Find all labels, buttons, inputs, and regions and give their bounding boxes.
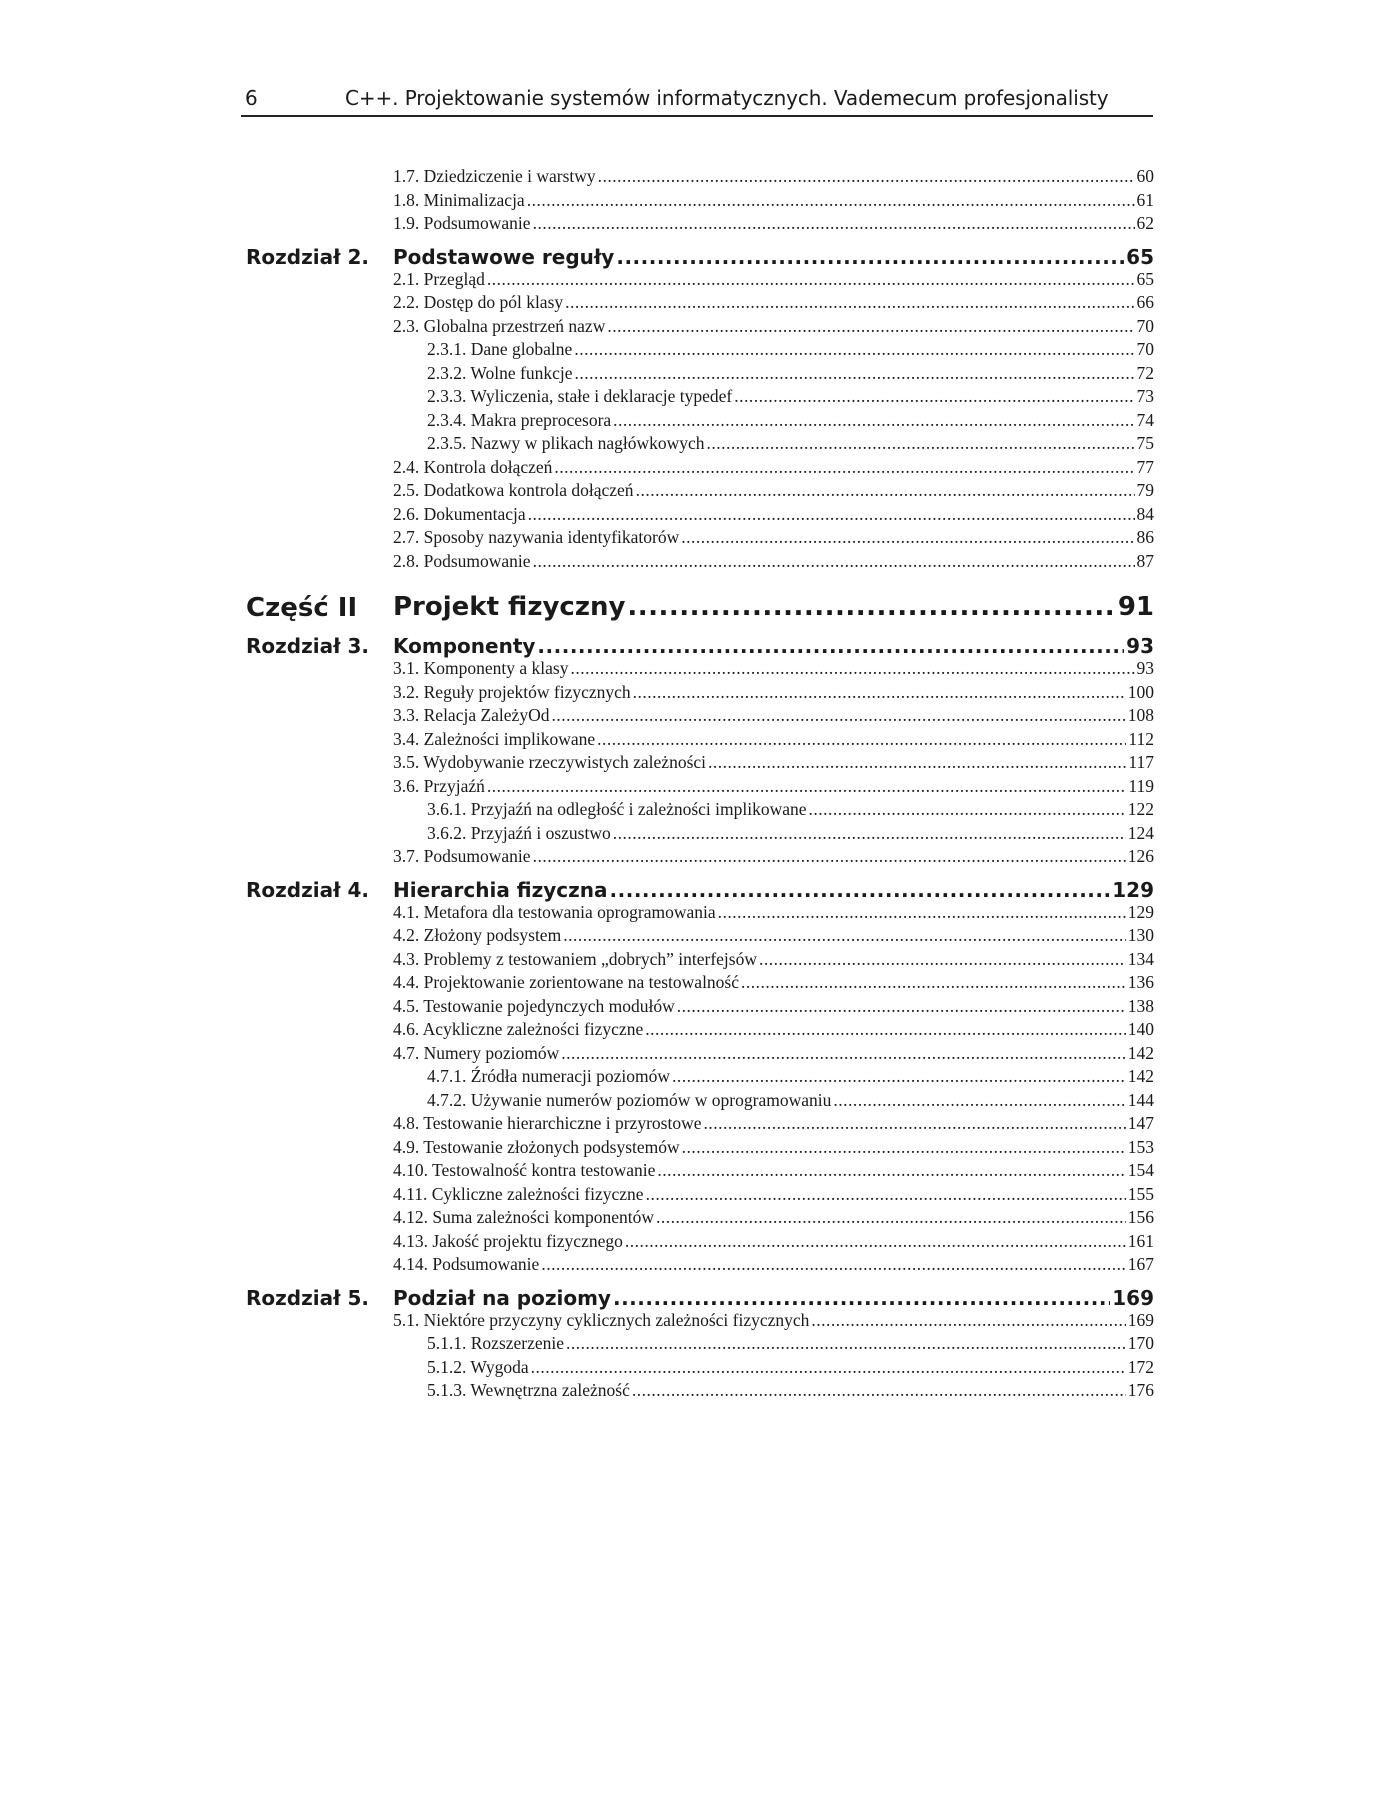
book-title: C++. Projektowanie systemów informatycznych. Vademecum profesjonalisty: [345, 86, 1109, 110]
toc-subsection-entry: [246, 1090, 1154, 1114]
entry-title: 4.6. Acykliczne zależności fizyczne: [393, 1019, 644, 1039]
entry-title: 4.8. Testowanie hierarchiczne i przyrostowe: [393, 1113, 702, 1133]
entry-title: 2.3. Globalna przestrzeń nazw: [393, 315, 606, 336]
entry-title: 1.9. Podsumowanie: [393, 213, 531, 233]
entry-title: 4.9. Testowanie złożonych podsystemów: [393, 1136, 680, 1157]
entry-title: Projekt fizyczny: [393, 592, 626, 622]
toc-subsection-entry: [246, 1333, 1154, 1357]
toc-section-entry: [246, 551, 1154, 575]
dot-leader: [708, 752, 1126, 773]
entry-title: 5.1. Niektóre przyczyny cyklicznych zależności fizycznych: [393, 1309, 810, 1330]
toc-part-entry: [246, 592, 1154, 626]
dot-leader: [554, 457, 1134, 478]
toc-line: [427, 1090, 1154, 1111]
toc-section-entry: [246, 949, 1154, 973]
entry-title: 4.14. Podsumowanie: [393, 1254, 540, 1274]
entry-title: 4.11. Cykliczne zależności fizyczne: [393, 1183, 644, 1204]
toc-subsection-entry: [246, 433, 1154, 457]
toc-section-entry: [246, 996, 1154, 1020]
dot-leader: [632, 1380, 1126, 1401]
dot-leader: [613, 823, 1126, 844]
entry-page-number: 169: [1112, 1285, 1154, 1310]
dot-leader: [487, 269, 1135, 290]
dot-leader: [551, 705, 1125, 726]
toc-chapter-entry: [246, 245, 1154, 269]
dot-leader: [527, 190, 1135, 211]
toc-subsection-entry: [246, 386, 1154, 410]
dot-leader: [607, 316, 1134, 337]
toc-section-entry: [246, 213, 1154, 237]
toc-section-entry: [246, 1160, 1154, 1184]
dot-leader: [598, 166, 1135, 187]
toc-section-entry: [246, 1254, 1154, 1278]
dot-leader: [563, 925, 1126, 946]
entry-title: 4.13. Jakość projektu fizycznego: [393, 1230, 623, 1251]
toc-section-entry: [246, 729, 1154, 753]
toc-line: [393, 551, 1154, 572]
entry-page-number: 122: [1127, 799, 1154, 819]
chapter-label: Rozdział 3.: [246, 634, 369, 658]
dot-leader: [677, 996, 1126, 1017]
toc-line: [427, 1066, 1154, 1087]
dot-leader: [759, 949, 1126, 970]
dot-leader: [528, 504, 1135, 525]
entry-page-number: 117: [1128, 752, 1154, 772]
toc-line: [393, 1286, 1154, 1310]
entry-page-number: 170: [1127, 1333, 1154, 1353]
entry-page-number: 86: [1136, 527, 1154, 547]
dot-leader: [645, 1019, 1126, 1040]
toc-line: [393, 1043, 1154, 1064]
toc-section-entry: [246, 776, 1154, 800]
toc-line: [393, 504, 1154, 525]
entry-page-number: 72: [1136, 362, 1154, 383]
toc-line: [393, 190, 1154, 211]
entry-page-number: 65: [1126, 244, 1154, 269]
entry-page-number: 77: [1136, 456, 1154, 477]
entry-title: 3.7. Podsumowanie: [393, 846, 531, 866]
toc-section-entry: [246, 1231, 1154, 1255]
dot-leader: [533, 213, 1135, 234]
toc-line: [393, 705, 1154, 726]
toc-line: [393, 1231, 1154, 1252]
toc-line: [393, 166, 1154, 187]
dot-leader: [809, 799, 1126, 820]
entry-title: 3.6.1. Przyjaźń na odległość i zależności implikowane: [427, 799, 807, 819]
toc-section-entry: [246, 902, 1154, 926]
toc-line: [393, 1137, 1154, 1158]
entry-title: 3.6.2. Przyjaźń i oszustwo: [427, 822, 611, 843]
toc-section-entry: [246, 1113, 1154, 1137]
entry-title: 2.3.4. Makra preprocesora: [427, 409, 612, 430]
toc-line: [393, 846, 1154, 867]
entry-page-number: 167: [1127, 1254, 1154, 1274]
dot-leader: [633, 682, 1126, 703]
chapter-label: Rozdział 5.: [246, 1285, 369, 1310]
entry-page-number: 91: [1117, 592, 1154, 622]
dot-leader: [656, 1207, 1126, 1228]
toc-section-entry: [246, 166, 1154, 190]
entry-page-number: 142: [1127, 1066, 1154, 1086]
entry-page-number: 136: [1127, 972, 1154, 992]
toc-line: [427, 799, 1154, 820]
toc-section-entry: [246, 527, 1154, 551]
entry-page-number: 87: [1136, 550, 1154, 571]
toc-line: [393, 878, 1154, 902]
entry-page-number: 153: [1127, 1136, 1154, 1157]
entry-title: 4.7.1. Źródła numeracji poziomów: [427, 1066, 670, 1086]
entry-title: 3.4. Zależności implikowane: [393, 728, 596, 749]
dot-leader: [811, 1310, 1125, 1331]
toc-section-entry: [246, 682, 1154, 706]
toc-section-entry: [246, 705, 1154, 729]
entry-title: 4.7. Numery poziomów: [393, 1042, 560, 1063]
entry-title: Podział na poziomy: [393, 1285, 611, 1310]
toc-line: [393, 776, 1154, 797]
chapter-label: Rozdział 2.: [246, 244, 369, 269]
toc-section-entry: [246, 504, 1154, 528]
entry-page-number: 100: [1127, 681, 1154, 702]
toc-section-entry: [246, 1184, 1154, 1208]
toc-line: [393, 925, 1154, 946]
toc-subsection-entry: [246, 823, 1154, 847]
toc-subsection-entry: [246, 1066, 1154, 1090]
page-number: 6: [245, 86, 258, 110]
toc-line: [427, 1333, 1154, 1354]
toc-section-entry: [246, 457, 1154, 481]
entry-title: 3.1. Komponenty a klasy: [393, 658, 569, 678]
entry-page-number: 126: [1127, 846, 1154, 866]
toc-section-entry: [246, 972, 1154, 996]
dot-leader: [533, 846, 1126, 867]
entry-title: 4.7.2. Używanie numerów poziomów w oprogramowaniu: [427, 1089, 832, 1110]
entry-page-number: 142: [1127, 1042, 1154, 1063]
dot-leader: [561, 1043, 1126, 1064]
dot-leader: [597, 729, 1126, 750]
dot-leader: [646, 1184, 1126, 1205]
entry-page-number: 70: [1136, 315, 1154, 336]
toc-section-entry: [246, 480, 1154, 504]
entry-page-number: 75: [1136, 433, 1154, 453]
toc-line: [427, 410, 1154, 431]
entry-page-number: 147: [1127, 1113, 1154, 1133]
entry-page-number: 93: [1136, 658, 1154, 678]
dot-leader: [741, 972, 1126, 993]
toc-section-entry: [246, 846, 1154, 870]
entry-page-number: 176: [1127, 1380, 1154, 1400]
dot-leader: [537, 634, 1124, 658]
entry-page-number: 144: [1127, 1089, 1154, 1110]
part-label: Część II: [246, 593, 358, 623]
dot-leader: [613, 1286, 1110, 1310]
entry-page-number: 155: [1127, 1183, 1154, 1204]
toc-chapter-entry: [246, 634, 1154, 658]
dot-leader: [657, 1160, 1125, 1181]
toc-line: [393, 316, 1154, 337]
toc-line: [393, 996, 1154, 1017]
entry-title: 2.8. Podsumowanie: [393, 550, 531, 571]
entry-title: 3.5. Wydobywanie rzeczywistych zależności: [393, 752, 707, 772]
toc-section-entry: [246, 1207, 1154, 1231]
entry-title: 2.5. Dodatkowa kontrola dołączeń: [393, 480, 634, 500]
entry-page-number: 134: [1127, 948, 1154, 969]
toc-section-entry: [246, 1137, 1154, 1161]
dot-leader: [636, 480, 1135, 501]
entry-title: 3.3. Relacja ZależyOd: [393, 705, 550, 725]
toc-line: [427, 1380, 1154, 1401]
toc-line: [393, 658, 1154, 679]
toc-subsection-entry: [246, 799, 1154, 823]
toc-line: [393, 1207, 1154, 1228]
toc-line: [393, 1310, 1154, 1331]
entry-title: 4.12. Suma zależności komponentów: [393, 1207, 654, 1227]
toc-line: [393, 972, 1154, 993]
toc-section-entry: [246, 752, 1154, 776]
toc-section-entry: [246, 269, 1154, 293]
toc-line: [393, 682, 1154, 703]
toc-section-entry: [246, 658, 1154, 682]
entry-page-number: 84: [1136, 503, 1154, 524]
toc-section-entry: [246, 190, 1154, 214]
toc-section-entry: [246, 1019, 1154, 1043]
dot-leader: [531, 1357, 1126, 1378]
toc-line: [427, 433, 1154, 454]
toc-subsection-entry: [246, 410, 1154, 434]
dot-leader: [625, 1231, 1126, 1252]
entry-page-number: 66: [1136, 292, 1154, 312]
entry-page-number: 93: [1126, 634, 1154, 658]
entry-title: 1.7. Dziedziczenie i warstwy: [393, 166, 596, 186]
entry-page-number: 70: [1136, 339, 1154, 359]
toc-subsection-entry: [246, 339, 1154, 363]
entry-page-number: 129: [1127, 901, 1154, 922]
toc-line: [427, 823, 1154, 844]
entry-title: 2.2. Dostęp do pól klasy: [393, 292, 564, 312]
entry-title: 2.1. Przegląd: [393, 268, 485, 289]
toc-section-entry: [246, 316, 1154, 340]
entry-title: 4.5. Testowanie pojedynczych modułów: [393, 995, 675, 1016]
entry-title: 2.3.2. Wolne funkcje: [427, 362, 573, 383]
entry-title: 2.3.5. Nazwy w plikach nagłówkowych: [427, 433, 705, 453]
toc-line: [427, 339, 1154, 360]
entry-title: 4.1. Metafora dla testowania oprogramowania: [393, 901, 716, 922]
dot-leader: [627, 592, 1115, 622]
entry-page-number: 156: [1127, 1207, 1154, 1227]
dot-leader: [681, 527, 1134, 548]
toc-line: [393, 1160, 1154, 1181]
entry-title: 2.6. Dokumentacja: [393, 503, 526, 524]
dot-leader: [616, 245, 1124, 269]
entry-page-number: 138: [1127, 995, 1154, 1016]
toc-line: [393, 752, 1154, 773]
running-header: [241, 82, 1153, 114]
toc-subsection-entry: [246, 1357, 1154, 1381]
dot-leader: [682, 1137, 1126, 1158]
toc-line: [427, 386, 1154, 407]
toc-line: [393, 457, 1154, 478]
dot-leader: [703, 1113, 1125, 1134]
toc-line: [393, 1113, 1154, 1134]
toc-line: [393, 269, 1154, 290]
entry-page-number: 79: [1136, 480, 1154, 500]
toc-line: [393, 729, 1154, 750]
toc-line: [393, 949, 1154, 970]
entry-title: 5.1.2. Wygoda: [427, 1356, 529, 1377]
entry-page-number: 112: [1128, 728, 1154, 749]
entry-page-number: 172: [1127, 1356, 1154, 1377]
toc-section-entry: [246, 1310, 1154, 1334]
entry-title: Hierarchia fizyczna: [393, 877, 608, 902]
dot-leader: [574, 339, 1134, 360]
toc-section-entry: [246, 925, 1154, 949]
entry-page-number: 62: [1136, 213, 1154, 233]
entry-page-number: 119: [1128, 775, 1154, 796]
table-of-contents: [246, 166, 1154, 1404]
entry-title: 2.4. Kontrola dołączeń: [393, 456, 553, 477]
dot-leader: [734, 386, 1134, 407]
toc-line: [393, 527, 1154, 548]
dot-leader: [833, 1090, 1125, 1111]
entry-title: 2.3.3. Wyliczenia, stałe i deklaracje typedef: [427, 386, 733, 406]
toc-line: [393, 1019, 1154, 1040]
entry-title: 5.1.3. Wewnętrzna zależność: [427, 1380, 630, 1400]
entry-title: 3.2. Reguły projektów fizycznych: [393, 681, 631, 702]
dot-leader: [570, 658, 1134, 679]
entry-page-number: 140: [1127, 1019, 1154, 1039]
toc-section-entry: [246, 292, 1154, 316]
toc-section-entry: [246, 1043, 1154, 1067]
entry-title: 5.1.1. Rozszerzenie: [427, 1333, 565, 1353]
entry-page-number: 73: [1136, 386, 1154, 406]
entry-title: 4.10. Testowalność kontra testowanie: [393, 1160, 656, 1180]
dot-leader: [533, 551, 1135, 572]
toc-line: [427, 1357, 1154, 1378]
toc-subsection-entry: [246, 363, 1154, 387]
entry-page-number: 124: [1127, 822, 1154, 843]
toc-line: [393, 634, 1154, 658]
entry-title: Komponenty: [393, 634, 536, 658]
entry-page-number: 108: [1127, 705, 1154, 725]
entry-title: Podstawowe reguły: [393, 244, 615, 269]
toc-line: [427, 363, 1154, 384]
dot-leader: [565, 292, 1134, 313]
entry-page-number: 129: [1112, 877, 1154, 902]
entry-page-number: 60: [1136, 166, 1154, 186]
header-rule: [241, 115, 1153, 117]
dot-leader: [610, 878, 1111, 902]
entry-title: 2.7. Sposoby nazywania identyfikatorów: [393, 527, 680, 547]
toc-line: [393, 213, 1154, 234]
toc-line: [393, 292, 1154, 313]
entry-page-number: 65: [1136, 268, 1154, 289]
toc-line: [393, 902, 1154, 923]
dot-leader: [575, 363, 1135, 384]
entry-title: 2.3.1. Dane globalne: [427, 339, 573, 359]
toc-line: [393, 1184, 1154, 1205]
dot-leader: [707, 433, 1135, 454]
entry-title: 4.3. Problemy z testowaniem „dobrych” interfejsów: [393, 948, 757, 969]
dot-leader: [672, 1066, 1126, 1087]
toc-line: [393, 592, 1154, 622]
toc-line: [393, 1254, 1154, 1275]
entry-title: 3.6. Przyjaźń: [393, 775, 485, 796]
dot-leader: [487, 776, 1127, 797]
entry-title: 1.8. Minimalizacja: [393, 189, 525, 210]
dot-leader: [566, 1333, 1126, 1354]
toc-chapter-entry: [246, 878, 1154, 902]
entry-title: 4.2. Złożony podsystem: [393, 925, 562, 945]
toc-line: [393, 245, 1154, 269]
entry-page-number: 154: [1127, 1160, 1154, 1180]
dot-leader: [613, 410, 1134, 431]
entry-page-number: 130: [1127, 925, 1154, 945]
entry-page-number: 74: [1136, 409, 1154, 430]
toc-subsection-entry: [246, 1380, 1154, 1404]
entry-page-number: 61: [1136, 189, 1154, 210]
entry-title: 4.4. Projektowanie zorientowane na testowalność: [393, 972, 740, 992]
toc-chapter-entry: [246, 1286, 1154, 1310]
entry-page-number: 169: [1127, 1309, 1154, 1330]
dot-leader: [718, 902, 1126, 923]
dot-leader: [541, 1254, 1125, 1275]
toc-line: [393, 480, 1154, 501]
chapter-label: Rozdział 4.: [246, 877, 369, 902]
entry-page-number: 161: [1127, 1230, 1154, 1251]
